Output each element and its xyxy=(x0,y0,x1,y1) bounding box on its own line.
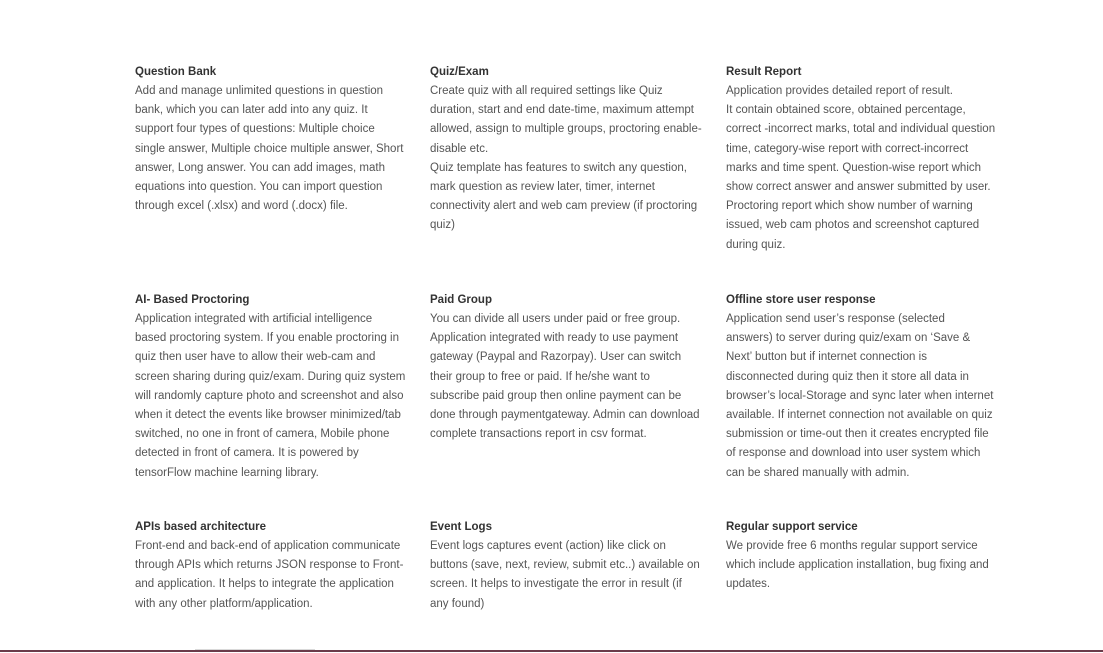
feature-description xyxy=(726,82,1006,255)
feature-description xyxy=(726,537,1006,595)
description-line: switched, no one in front of camera, Mobile phone xyxy=(135,428,390,441)
description-line: Next’ button but if internet connection is xyxy=(726,351,927,364)
feature-description xyxy=(135,537,416,614)
feature-quiz-exam xyxy=(430,63,711,236)
description-line: their group to free or paid. If he/she want to xyxy=(430,370,650,383)
description-line: of response and download into user system which xyxy=(726,447,981,460)
description-line: updates. xyxy=(726,578,771,591)
feature-offline-store xyxy=(726,291,1006,483)
feature-support-service xyxy=(726,518,1006,595)
description-line: through APIs which returns JSON response to Front- xyxy=(135,559,404,572)
description-line: Proctoring report which show number of warning xyxy=(726,200,973,213)
description-line: Add and manage unlimited questions in question xyxy=(135,85,384,97)
description-line: Event logs captures event (action) like click on xyxy=(430,540,666,552)
feature-description xyxy=(430,82,711,236)
feature-result-report xyxy=(726,63,1006,255)
feature-title: Quiz/Exam xyxy=(430,66,489,78)
feature-title: Paid Group xyxy=(430,294,492,306)
description-line: done through paymentgateway. Admin can download xyxy=(430,409,700,422)
feature-title: AI- Based Proctoring xyxy=(135,294,250,306)
description-line: complete transactions report in csv format. xyxy=(430,428,647,441)
description-line: marks and time spent. Question-wise report which xyxy=(726,161,982,174)
description-line: detected in front of camera. It is powered by xyxy=(135,447,359,460)
description-line: gateway (Paypal and Razorpay). User can switch xyxy=(430,351,682,364)
feature-title: Question Bank xyxy=(135,66,217,78)
feature-event-logs xyxy=(430,518,711,614)
description-line: during quiz. xyxy=(726,238,786,251)
description-line: screen sharing during quiz/exam. During quiz system xyxy=(135,370,406,383)
description-line: can be shared manually with admin. xyxy=(726,466,910,479)
description-line: answer, Long answer. You can add images, math xyxy=(135,161,385,174)
feature-ai-proctoring xyxy=(135,291,416,483)
feature-description xyxy=(135,310,416,483)
feature-title: APIs based architecture xyxy=(135,521,267,533)
description-line: which include application installation, bug fixing and xyxy=(726,559,989,572)
description-line: available. If internet connection not available on quiz xyxy=(726,409,993,422)
feature-title: Event Logs xyxy=(430,521,492,533)
feature-title: Offline store user response xyxy=(726,294,876,306)
feature-title: Result Report xyxy=(726,66,802,78)
description-line: answers) to server during quiz/exam on ‘Save & xyxy=(726,332,971,345)
description-line: equations into question. You can import question xyxy=(135,181,383,194)
description-line: browser’s local-Storage and sync later when internet xyxy=(726,389,994,402)
feature-title: Regular support service xyxy=(726,521,858,533)
description-line: Application send user’s response (selected xyxy=(726,313,945,325)
description-line: disconnected during quiz then it store all data in xyxy=(726,370,969,383)
feature-description xyxy=(135,82,416,216)
description-line: Front-end and back-end of application communicate xyxy=(135,540,401,552)
feature-description xyxy=(430,310,711,444)
description-line: and application. It helps to integrate the application xyxy=(135,578,394,591)
description-line: mark question as review later, timer, internet xyxy=(430,181,655,194)
description-line: You can divide all users under paid or free group. xyxy=(430,313,681,325)
description-line: Application provides detailed report of result. xyxy=(726,85,953,97)
feature-question-bank xyxy=(135,63,416,216)
description-line: will randomly capture photo and screenshot and also xyxy=(135,389,404,402)
description-line: allowed, assign to multiple groups, proctoring enable- xyxy=(430,123,702,136)
feature-paid-group xyxy=(430,291,711,444)
description-line: It contain obtained score, obtained percentage, xyxy=(726,104,966,117)
footer-divider xyxy=(0,650,1103,652)
feature-apis-architecture xyxy=(135,518,416,614)
description-line: based proctoring system. If you enable proctoring in xyxy=(135,332,400,345)
description-line: time, category-wise report with correct-incorrect xyxy=(726,142,969,155)
description-line: connectivity alert and web cam preview (if proctoring xyxy=(430,200,698,213)
description-line: single answer, Multiple choice multiple answer, Short xyxy=(135,142,404,155)
description-line: Create quiz with all required settings like Quiz xyxy=(430,85,663,97)
description-line: subscribe paid group then online payment can be xyxy=(430,389,682,402)
feature-description xyxy=(430,537,711,614)
description-line: support four types of questions: Multiple choice xyxy=(135,123,375,136)
description-line: show correct answer and answer submitted by user. xyxy=(726,181,991,194)
description-line: with any other platform/application. xyxy=(135,597,313,610)
description-line: quiz) xyxy=(430,219,455,232)
description-line: issued, web cam photos and screenshot captured xyxy=(726,219,980,232)
description-line: Application integrated with ready to use payment xyxy=(430,332,679,345)
description-line: Quiz template has features to switch any question, xyxy=(430,161,687,174)
description-line: through excel (.xlsx) and word (.docx) file. xyxy=(135,200,348,213)
description-line: submission or time-out then it creates encrypted file xyxy=(726,428,989,441)
description-line: when it detect the events like browser minimized/tab xyxy=(135,409,401,422)
description-line: disable etc. xyxy=(430,142,489,155)
description-line: correct -incorrect marks, total and individual question xyxy=(726,123,996,136)
description-line: bank, which you can later add into any quiz. It xyxy=(135,104,368,117)
description-line: Application integrated with artificial intelligence xyxy=(135,313,373,325)
description-line: tensorFlow machine learning library. xyxy=(135,466,319,479)
description-line: duration, start and end date-time, maximum attempt xyxy=(430,104,694,117)
description-line: any found) xyxy=(430,597,485,610)
description-line: screen. It helps to investigate the error in result (if xyxy=(430,578,682,591)
feature-description xyxy=(726,310,1006,483)
description-line: We provide free 6 months regular support service xyxy=(726,540,978,552)
description-line: quiz then user have to allow their web-cam and xyxy=(135,351,376,364)
description-line: buttons (save, next, review, submit etc..) available on xyxy=(430,559,700,572)
